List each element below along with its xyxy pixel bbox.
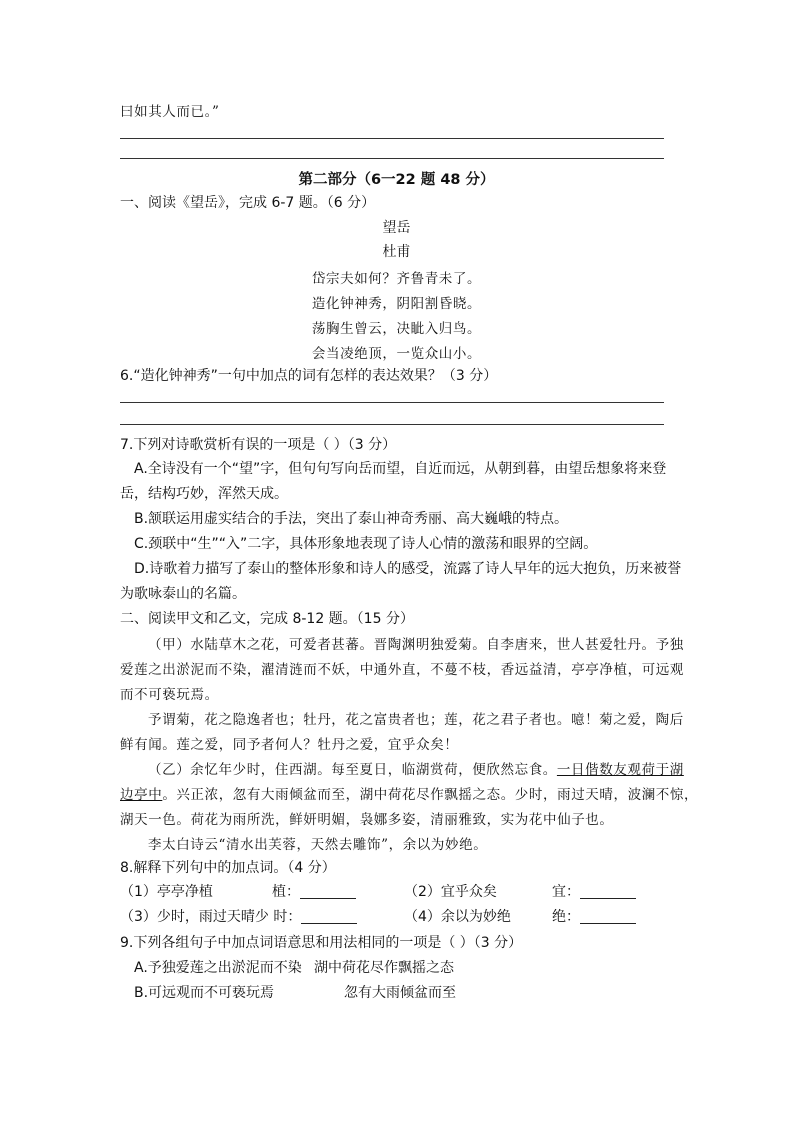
answer-line bbox=[120, 138, 664, 139]
q9-option-a-right: 湖中荷花尽作飘摇之态 bbox=[314, 960, 454, 976]
option-a-cont: 岳，结构巧妙，浑然天成。 bbox=[120, 486, 288, 502]
q8-item-1: （1）亭亭净植 bbox=[120, 884, 213, 900]
text-jia-line: 鲜有闻。莲之爱，同予者何人？牡丹之爱，宜乎众矣！ bbox=[120, 737, 459, 753]
text-jia-line: （甲）水陆草木之花，可爱者甚蕃。晋陶渊明独爱菊。自李唐来，世人甚爱牡丹。予独 bbox=[148, 637, 684, 653]
q9-option-a-left: A.予独爱莲之出淤泥而不染 bbox=[134, 960, 302, 976]
poem-line: 岱宗夫如何？齐鲁青未了。 bbox=[311, 271, 482, 287]
q9-option-b-left: B.可远观而不可亵玩焉 bbox=[134, 985, 275, 1001]
answer-blank[interactable] bbox=[300, 884, 356, 899]
text-yi-line bbox=[148, 758, 684, 778]
underlined-sentence: 边亭中 bbox=[120, 787, 163, 803]
poem-line: 会当凌绝顶，一览众山小。 bbox=[311, 346, 482, 362]
text-jia-line: 爱莲之出淤泥而不染，濯清涟而不妖，中通外直，不蔓不枝，香远益清，亭亭净植，可远观 bbox=[120, 662, 684, 678]
option-c: C.颈联中“生”“入”二字，具体形象地表现了诗人心情的激荡和眼界的空阔。 bbox=[134, 536, 598, 552]
q8-item-4: （4）余以为妙绝 bbox=[404, 909, 511, 925]
text-jia-line: 而不可亵玩焉。 bbox=[120, 687, 219, 703]
text-yi-segment: （乙）余忆年少时，住西湖。每至夏日，临湖赏荷，便欣然忘食。 bbox=[148, 762, 557, 778]
answer-line bbox=[120, 158, 664, 159]
option-d-cont: 为歌咏泰山的名篇。 bbox=[120, 586, 246, 602]
answer-blank[interactable] bbox=[301, 909, 357, 924]
poem-author: 杜甫 bbox=[382, 244, 411, 260]
poem-line: 荡胸生曾云，决眦入归鸟。 bbox=[311, 321, 482, 337]
q8-item-3: （3）少时，雨过天晴少 时： bbox=[120, 906, 357, 926]
answer-blank[interactable] bbox=[580, 884, 636, 899]
section-heading: 一、阅读《望岳》，完成 6-7 题。（6 分） bbox=[120, 195, 376, 211]
question-7-stem: 7.下列对诗歌赏析有误的一项是（ ）（3 分） bbox=[120, 437, 397, 453]
option-d: D.诗歌着力描写了泰山的整体形象和诗人的感受，流露了诗人早年的远大抱负，历来被誉 bbox=[134, 561, 682, 577]
text-yi-line: 李太白诗云“清水出芙蓉，天然去雕饰”，余以为妙绝。 bbox=[148, 837, 488, 853]
poem-title: 望岳 bbox=[382, 220, 411, 236]
text-yi-line bbox=[120, 783, 698, 803]
question-9-stem: 9.下列各组句子中加点词语意思和用法相同的一项是（ ）（3 分） bbox=[120, 935, 523, 951]
answer-line bbox=[120, 424, 664, 425]
answer-blank[interactable] bbox=[580, 909, 636, 924]
q8-item-4-key: 绝： bbox=[552, 906, 636, 926]
option-b: B.颔联运用虚实结合的手法，突出了泰山神奇秀丽、高大巍峨的特点。 bbox=[134, 511, 569, 527]
text-yi-line: 湖天一色。荷花为雨所洗，鲜妍明媚，袅娜多姿，清丽雅致，实为花中仙子也。 bbox=[120, 812, 614, 828]
poem-line: 造化钟神秀，阴阳割昏晓。 bbox=[311, 296, 482, 312]
question-8-stem: 8.解释下列句中的加点词。（4 分） bbox=[120, 860, 336, 876]
q8-item-2-key: 宜： bbox=[552, 881, 636, 901]
continued-text-line: 曰如其人而已。” bbox=[120, 104, 220, 120]
part-title: 第二部分（6一22 题 48 分） bbox=[298, 172, 495, 188]
q8-item-2: （2）宜乎众矣 bbox=[404, 884, 497, 900]
text-jia-line: 予谓菊，花之隐逸者也；牡丹，花之富贵者也；莲，花之君子者也。噫！菊之爱，陶后 bbox=[148, 712, 684, 728]
section-heading: 二、阅读甲文和乙文，完成 8-12 题。（15 分） bbox=[120, 611, 414, 627]
text-yi-segment: 。兴正浓，忽有大雨倾盆而至，湖中荷花尽作飘摇之态。少时，雨过天晴，波澜不惊， bbox=[162, 787, 699, 803]
answer-line bbox=[120, 402, 664, 403]
q9-option-b-right: 忽有大雨倾盆而至 bbox=[344, 985, 456, 1001]
option-a: A.全诗没有一个“望”字，但句句写向岳而望，自近而远，从朝到暮，由望岳想象将来登 bbox=[134, 461, 667, 477]
underlined-sentence: 一日偕数友观荷于湖 bbox=[556, 762, 684, 778]
question-6: 6.“造化钟神秀”一句中加点的词有怎样的表达效果？（3 分） bbox=[120, 368, 498, 384]
q8-item-1-key: 植： bbox=[272, 881, 356, 901]
